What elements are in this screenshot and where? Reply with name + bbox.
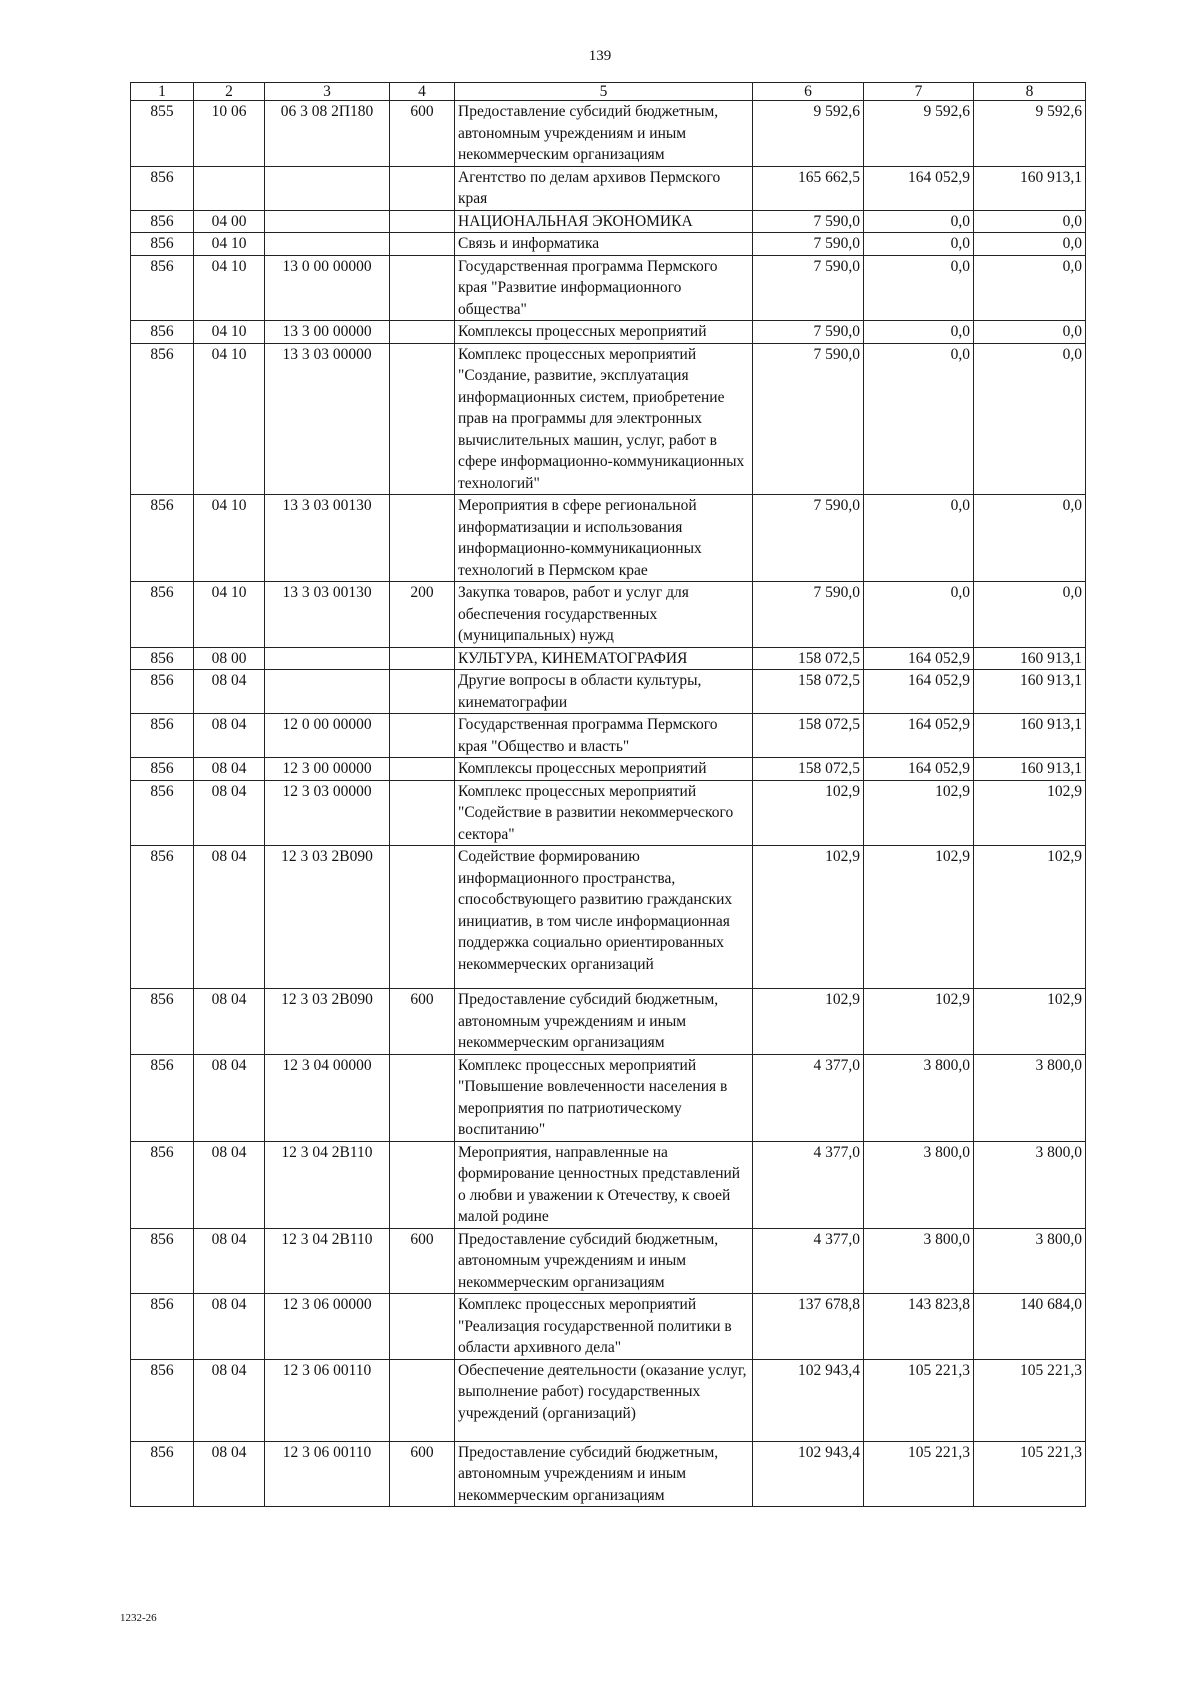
cell-description: Комплекс процессных мероприятий "Содействие в развитии некоммерческого сектора" [455,780,753,846]
cell-target-code [265,166,390,210]
table-row [131,343,1086,495]
cell-description: Другие вопросы в области культуры, кинематографии [455,670,753,714]
cell-section-code: 08 04 [194,1054,265,1141]
cell-amount-2025: 3 800,0 [864,1141,974,1228]
cell-section-code: 04 10 [194,255,265,321]
cell-amount-2026: 0,0 [974,343,1086,495]
cell-admin-code: 856 [131,166,194,210]
cell-expense-type [390,321,455,344]
cell-amount-2026: 160 913,1 [974,758,1086,781]
table-row [131,1054,1086,1141]
cell-section-code: 04 10 [194,582,265,648]
cell-amount-2026: 3 800,0 [974,1141,1086,1228]
cell-section-code: 10 06 [194,101,265,167]
table-row [131,495,1086,582]
cell-expense-type: 200 [390,582,455,648]
column-header-3: 3 [265,83,390,101]
table-row [131,321,1086,344]
cell-expense-type [390,1359,455,1441]
cell-description: Государственная программа Пермского края "Развитие информационного общества" [455,255,753,321]
cell-target-code: 12 3 04 2В110 [265,1141,390,1228]
cell-amount-2025: 0,0 [864,495,974,582]
budget-table [130,82,1086,1507]
cell-admin-code: 856 [131,1441,194,1507]
cell-section-code: 04 10 [194,343,265,495]
cell-expense-type [390,255,455,321]
cell-amount-2026: 160 913,1 [974,166,1086,210]
table-row [131,1294,1086,1360]
cell-section-code: 08 04 [194,1441,265,1507]
cell-amount-2026: 3 800,0 [974,1054,1086,1141]
cell-amount-2025: 0,0 [864,255,974,321]
cell-admin-code: 856 [131,647,194,670]
cell-amount-2025: 3 800,0 [864,1054,974,1141]
cell-amount-2025: 164 052,9 [864,166,974,210]
document-code: 1232-26 [120,1612,157,1624]
cell-description: Связь и информатика [455,233,753,256]
column-header-1: 1 [131,83,194,101]
cell-admin-code: 856 [131,989,194,1055]
cell-amount-2024: 7 590,0 [753,495,864,582]
cell-amount-2024: 9 592,6 [753,101,864,167]
cell-amount-2025: 102,9 [864,989,974,1055]
cell-amount-2025: 164 052,9 [864,647,974,670]
cell-target-code: 12 3 06 00000 [265,1294,390,1360]
cell-amount-2025: 9 592,6 [864,101,974,167]
table-body [131,101,1086,1507]
cell-amount-2026: 160 913,1 [974,647,1086,670]
cell-amount-2025: 3 800,0 [864,1228,974,1294]
column-header-2: 2 [194,83,265,101]
cell-amount-2025: 102,9 [864,780,974,846]
cell-section-code: 08 04 [194,780,265,846]
cell-amount-2026: 102,9 [974,989,1086,1055]
cell-amount-2025: 143 823,8 [864,1294,974,1360]
cell-amount-2025: 105 221,3 [864,1441,974,1507]
cell-target-code: 06 3 08 2П180 [265,101,390,167]
cell-amount-2024: 102,9 [753,846,864,989]
cell-amount-2026: 102,9 [974,780,1086,846]
cell-description: Мероприятия, направленные на формирование ценностных представлений о любви и уважении к Отечеству, к своей малой родине [455,1141,753,1228]
cell-section-code: 04 10 [194,233,265,256]
cell-admin-code: 856 [131,495,194,582]
cell-expense-type [390,1054,455,1141]
cell-admin-code: 856 [131,758,194,781]
cell-amount-2026: 0,0 [974,210,1086,233]
cell-expense-type [390,343,455,495]
cell-amount-2024: 102,9 [753,780,864,846]
cell-amount-2026: 0,0 [974,495,1086,582]
cell-section-code: 08 04 [194,670,265,714]
cell-amount-2026: 9 592,6 [974,101,1086,167]
cell-admin-code: 856 [131,1054,194,1141]
cell-section-code: 08 04 [194,1141,265,1228]
cell-amount-2024: 4 377,0 [753,1141,864,1228]
cell-amount-2024: 158 072,5 [753,670,864,714]
cell-target-code: 12 3 03 2В090 [265,846,390,989]
cell-target-code: 12 3 04 2В110 [265,1228,390,1294]
table-row [131,233,1086,256]
cell-target-code: 13 3 03 00130 [265,582,390,648]
table-row [131,846,1086,989]
page-number: 139 [588,48,612,64]
cell-amount-2024: 158 072,5 [753,758,864,781]
cell-amount-2025: 0,0 [864,582,974,648]
cell-section-code: 08 04 [194,989,265,1055]
cell-expense-type [390,210,455,233]
cell-target-code [265,670,390,714]
cell-expense-type: 600 [390,101,455,167]
cell-admin-code: 856 [131,1294,194,1360]
cell-section-code: 08 04 [194,1359,265,1441]
table-row [131,989,1086,1055]
table-row [131,758,1086,781]
cell-amount-2025: 102,9 [864,846,974,989]
table-row [131,255,1086,321]
cell-amount-2025: 0,0 [864,343,974,495]
cell-expense-type [390,758,455,781]
cell-admin-code: 856 [131,846,194,989]
column-header-4: 4 [390,83,455,101]
cell-amount-2026: 3 800,0 [974,1228,1086,1294]
cell-amount-2025: 164 052,9 [864,714,974,758]
cell-amount-2024: 158 072,5 [753,714,864,758]
cell-amount-2026: 102,9 [974,846,1086,989]
cell-amount-2024: 137 678,8 [753,1294,864,1360]
cell-amount-2026: 0,0 [974,582,1086,648]
cell-description: Содействие формированию информационного пространства, способствующего развитию гражданских инициатив, в том числе информационная поддержка социально ориентированных некоммерческих организаций [455,846,753,989]
cell-admin-code: 856 [131,233,194,256]
cell-amount-2024: 7 590,0 [753,255,864,321]
cell-description: Мероприятия в сфере региональной информатизации и использования информационно-коммуникационных технологий в Пермском крае [455,495,753,582]
cell-admin-code: 856 [131,1228,194,1294]
cell-target-code: 12 3 06 00110 [265,1441,390,1507]
cell-description: Комплексы процессных мероприятий [455,321,753,344]
table-row [131,101,1086,167]
cell-target-code: 13 3 00 00000 [265,321,390,344]
cell-admin-code: 856 [131,1141,194,1228]
table-row [131,714,1086,758]
cell-section-code: 04 10 [194,495,265,582]
column-header-8: 8 [974,83,1086,101]
cell-description: Предоставление субсидий бюджетным, автономным учреждениям и иным некоммерческим организациям [455,101,753,167]
cell-admin-code: 856 [131,582,194,648]
cell-amount-2026: 105 221,3 [974,1359,1086,1441]
table-row [131,670,1086,714]
cell-expense-type [390,495,455,582]
cell-target-code: 13 0 00 00000 [265,255,390,321]
cell-expense-type: 600 [390,1441,455,1507]
cell-amount-2025: 164 052,9 [864,758,974,781]
cell-target-code: 12 3 03 00000 [265,780,390,846]
cell-description: Закупка товаров, работ и услуг для обеспечения государственных (муниципальных) нужд [455,582,753,648]
cell-expense-type: 600 [390,1228,455,1294]
cell-expense-type [390,233,455,256]
cell-admin-code: 856 [131,343,194,495]
cell-admin-code: 856 [131,670,194,714]
cell-expense-type [390,714,455,758]
cell-amount-2026: 0,0 [974,255,1086,321]
cell-amount-2024: 7 590,0 [753,321,864,344]
cell-expense-type: 600 [390,989,455,1055]
cell-target-code: 13 3 03 00000 [265,343,390,495]
cell-amount-2025: 105 221,3 [864,1359,974,1441]
cell-admin-code: 856 [131,1359,194,1441]
cell-amount-2024: 7 590,0 [753,582,864,648]
cell-admin-code: 856 [131,255,194,321]
cell-description: Государственная программа Пермского края "Общество и власть" [455,714,753,758]
cell-description: Предоставление субсидий бюджетным, автономным учреждениям и иным некоммерческим организациям [455,1441,753,1507]
cell-expense-type [390,166,455,210]
cell-description: Агентство по делам архивов Пермского края [455,166,753,210]
cell-target-code [265,647,390,670]
cell-amount-2026: 160 913,1 [974,670,1086,714]
cell-target-code: 12 3 03 2В090 [265,989,390,1055]
table-row [131,780,1086,846]
cell-target-code: 12 3 00 00000 [265,758,390,781]
cell-amount-2024: 4 377,0 [753,1054,864,1141]
cell-description: Комплекс процессных мероприятий "Создание, развитие, эксплуатация информационных систем, приобретение прав на программы для электронных вычислительных машин, услуг, работ в сфере информационно-коммуникационных технологий" [455,343,753,495]
cell-description: Предоставление субсидий бюджетным, автономным учреждениям и иным некоммерческим организациям [455,989,753,1055]
cell-admin-code: 855 [131,101,194,167]
cell-description: КУЛЬТУРА, КИНЕМАТОГРАФИЯ [455,647,753,670]
table-row [131,210,1086,233]
cell-section-code: 08 04 [194,714,265,758]
cell-admin-code: 856 [131,210,194,233]
cell-target-code: 12 0 00 00000 [265,714,390,758]
cell-description: НАЦИОНАЛЬНАЯ ЭКОНОМИКА [455,210,753,233]
cell-target-code: 13 3 03 00130 [265,495,390,582]
cell-expense-type [390,670,455,714]
cell-description: Комплекс процессных мероприятий "Реализация государственной политики в области архивного дела" [455,1294,753,1360]
cell-expense-type [390,780,455,846]
cell-section-code [194,166,265,210]
cell-section-code: 04 10 [194,321,265,344]
cell-amount-2026: 160 913,1 [974,714,1086,758]
cell-target-code: 12 3 04 00000 [265,1054,390,1141]
cell-target-code: 12 3 06 00110 [265,1359,390,1441]
cell-amount-2024: 7 590,0 [753,210,864,233]
cell-description: Предоставление субсидий бюджетным, автономным учреждениям и иным некоммерческим организациям [455,1228,753,1294]
table-row [131,166,1086,210]
cell-amount-2025: 0,0 [864,210,974,233]
cell-amount-2024: 102,9 [753,989,864,1055]
cell-description: Комплекс процессных мероприятий "Повышение вовлеченности населения в мероприятия по патриотическому воспитанию" [455,1054,753,1141]
cell-expense-type [390,1141,455,1228]
table-row [131,582,1086,648]
cell-description: Комплексы процессных мероприятий [455,758,753,781]
cell-amount-2026: 0,0 [974,321,1086,344]
table-row [131,1228,1086,1294]
cell-section-code: 08 04 [194,1294,265,1360]
table-row [131,1441,1086,1507]
cell-amount-2024: 102 943,4 [753,1441,864,1507]
cell-section-code: 08 04 [194,1228,265,1294]
column-header-7: 7 [864,83,974,101]
cell-amount-2024: 158 072,5 [753,647,864,670]
column-header-5: 5 [455,83,753,101]
cell-amount-2026: 0,0 [974,233,1086,256]
cell-amount-2025: 0,0 [864,233,974,256]
column-header-6: 6 [753,83,864,101]
cell-admin-code: 856 [131,780,194,846]
cell-amount-2024: 7 590,0 [753,343,864,495]
cell-section-code: 08 04 [194,758,265,781]
cell-section-code: 08 00 [194,647,265,670]
cell-amount-2024: 7 590,0 [753,233,864,256]
cell-section-code: 08 04 [194,846,265,989]
cell-amount-2024: 102 943,4 [753,1359,864,1441]
cell-admin-code: 856 [131,321,194,344]
cell-amount-2026: 105 221,3 [974,1441,1086,1507]
cell-amount-2026: 140 684,0 [974,1294,1086,1360]
table-row [131,1141,1086,1228]
cell-admin-code: 856 [131,714,194,758]
table-row [131,647,1086,670]
cell-target-code [265,233,390,256]
cell-target-code [265,210,390,233]
cell-amount-2025: 164 052,9 [864,670,974,714]
header-row [131,83,1086,101]
cell-section-code: 04 00 [194,210,265,233]
cell-expense-type [390,1294,455,1360]
cell-description: Обеспечение деятельности (оказание услуг, выполнение работ) государственных учреждений (организаций) [455,1359,753,1441]
cell-amount-2024: 165 662,5 [753,166,864,210]
cell-amount-2025: 0,0 [864,321,974,344]
cell-expense-type [390,846,455,989]
table-row [131,1359,1086,1441]
cell-expense-type [390,647,455,670]
cell-amount-2024: 4 377,0 [753,1228,864,1294]
